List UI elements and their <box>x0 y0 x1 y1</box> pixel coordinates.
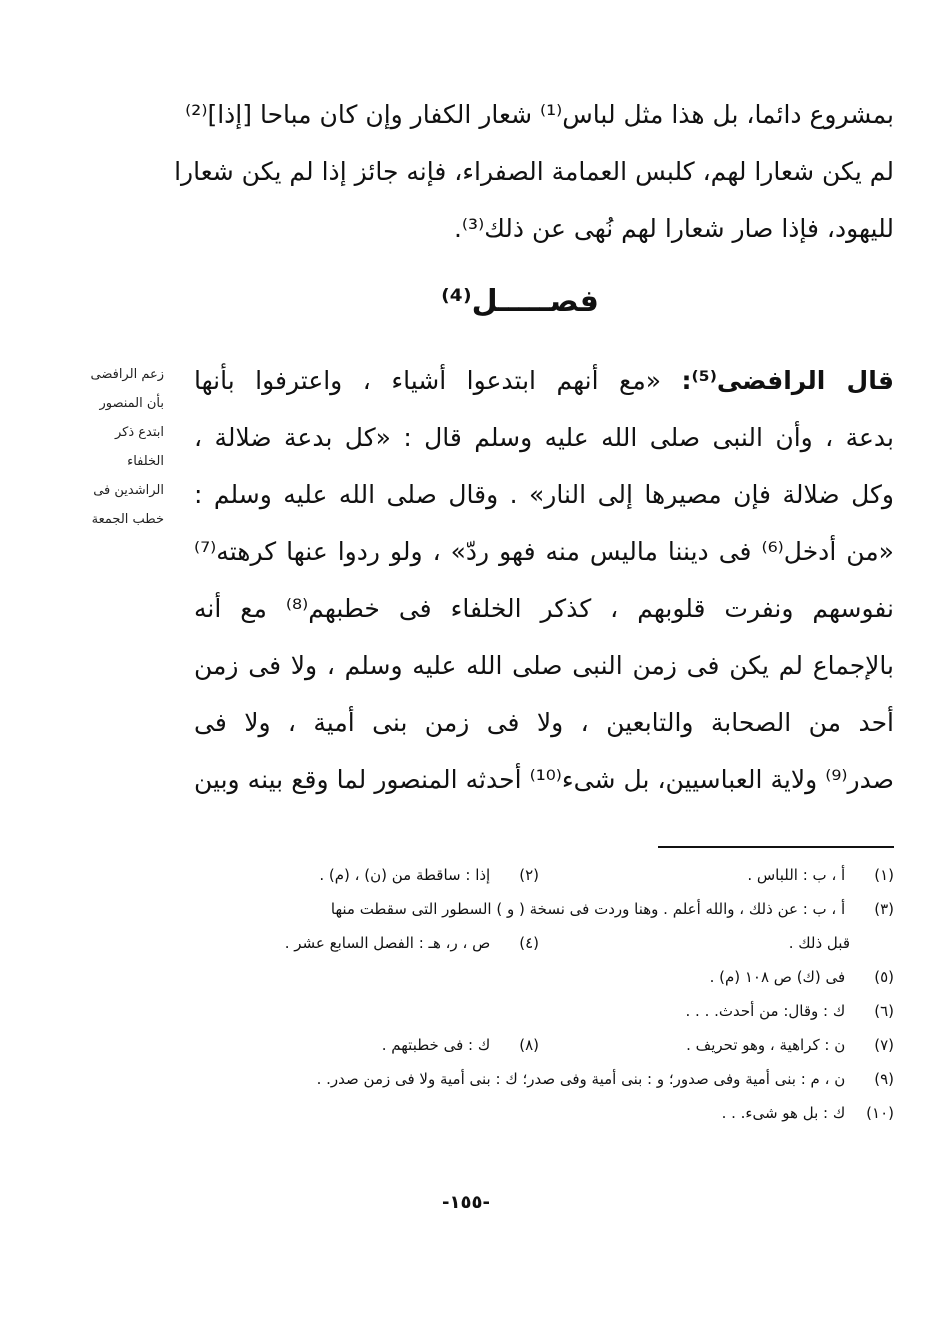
footnote-number: (٥) <box>874 968 894 986</box>
margin-note-line: خطب الجمعة <box>91 512 164 527</box>
footnote-row <box>194 892 894 926</box>
footnote-text: أ ، ب : عن ذلك ، والله أعلم . وهنا وردت فى نسخة ( و ) السطور التى سقطت منها <box>330 900 846 918</box>
section-heading: فصـــــل⁽⁴⁾ <box>441 284 599 319</box>
footnote-6 <box>686 994 894 1028</box>
footnote-number: (٦) <box>874 1002 894 1020</box>
footnote-row <box>194 960 894 994</box>
body-lead: قال الرافضى⁽⁵⁾: <box>681 366 894 395</box>
margin-note-line: ابتدع ذكر <box>114 425 164 440</box>
body-line-5: نفوسهم ونفرت قلوبهم ، كذكر الخلفاء فى خطبهم⁽⁸⁾ مع أنه <box>194 594 894 623</box>
footnote-row <box>194 994 894 1028</box>
footnote-number: (٧) <box>874 1036 894 1054</box>
footnote-4 <box>285 926 539 960</box>
body-line-6: بالإجماع لم يكن فى زمن النبى صلى الله عليه وسلم ، ولا فى زمن <box>194 651 894 680</box>
footnote-number: (٤) <box>519 934 539 952</box>
margin-note-line: زعم الرافضى <box>90 367 164 382</box>
page-number: -١٥٥- <box>442 1192 490 1213</box>
body-line-3: وكل ضلالة فإن مصيرها إلى النار» . وقال صلى الله عليه وسلم : <box>194 480 894 509</box>
footnote-text: إذا : ساقطة من (ن) ، (م) . <box>319 866 491 884</box>
footnote-text: ك : فى خطبتهم . <box>381 1036 491 1054</box>
footnote-row <box>194 926 894 960</box>
footnote-divider <box>658 846 894 848</box>
footnote-10 <box>722 1096 894 1130</box>
footnote-text: ن : كراهية ، وهو تحريف . <box>686 1036 846 1054</box>
body-line-7: أحد من الصحابة والتابعين ، ولا فى زمن بنى أمية ، ولا فى <box>194 708 894 737</box>
footnote-1 <box>747 858 894 892</box>
footnote-3-continued: قبل ذلك . <box>788 934 850 952</box>
footnote-text: فى (ك) ص ١٠٨ (م) . <box>709 968 846 986</box>
footnote-text: ن ، م : بنى أمية وفى صدور؛ و : بنى أمية وفى صدر؛ ك : بنى أمية ولا فى زمن صدر. . <box>316 1070 846 1088</box>
footnote-text: أ ، ب : اللباس . <box>747 866 846 884</box>
footnote-text: ك : وقال: من أحدث. . . . <box>685 1002 846 1020</box>
margin-note <box>40 360 164 534</box>
intro-line-3: لليهود، فإذا صار شعارا لهم نُهى عن ذلك⁽³⁾. <box>453 214 894 243</box>
body-line-1 <box>194 352 894 409</box>
footnote-row <box>194 1028 894 1062</box>
intro-line-1: بمشروع دائما، بل هذا مثل لباس⁽¹⁾ شعار الكفار وإن كان مباحا [إذا]⁽²⁾ <box>185 100 894 129</box>
footnote-7 <box>686 1028 894 1062</box>
margin-note-line: الخلفاء <box>127 454 164 469</box>
footnote-number: (١٠) <box>866 1104 894 1122</box>
footnotes <box>194 858 894 1130</box>
footnote-3 <box>331 892 894 926</box>
footnote-2 <box>319 858 539 892</box>
footnote-text: ص ، ر، هـ : الفصل السابع عشر . <box>284 934 491 952</box>
margin-note-line: بأن المنصور <box>99 396 164 411</box>
body-line-4: «من أدخل⁽⁶⁾ فى ديننا ماليس منه فهو ردّ» ، ولو ردوا عنها كرهته⁽⁷⁾ <box>194 537 894 566</box>
footnote-row <box>194 1062 894 1096</box>
body-line-2: بدعة ، وأن النبى صلى الله عليه وسلم قال : «كل بدعة ضلالة ، <box>194 423 894 452</box>
footnote-number: (٣) <box>874 900 894 918</box>
footnote-row <box>194 858 894 892</box>
footnote-number: (١) <box>874 866 894 884</box>
footnote-9 <box>317 1062 894 1096</box>
footnote-text: ك : بل هو شىء. . . <box>721 1104 846 1122</box>
footnote-number: (٩) <box>874 1070 894 1088</box>
body-line-8: صدر⁽⁹⁾ ولاية العباسيين، بل شىء⁽¹⁰⁾ أحدثه المنصور لما وقع بينه وبين <box>194 765 894 794</box>
intro-paragraph <box>174 86 894 257</box>
margin-note-line: الراشدين فى <box>93 483 164 498</box>
body-line-1-rest: «مع أنهم ابتدعوا أشياء ، واعترفوا بأنها <box>194 366 662 395</box>
footnote-number: (٨) <box>519 1036 539 1054</box>
intro-line-2: لم يكن شعارا لهم، كلبس العمامة الصفراء، فإنه جائز إذا لم يكن شعارا <box>174 157 894 186</box>
footnote-row <box>194 1096 894 1130</box>
footnote-8 <box>382 1028 539 1062</box>
footnote-5 <box>710 960 894 994</box>
body-paragraph <box>194 352 894 808</box>
footnote-number: (٢) <box>519 866 539 884</box>
